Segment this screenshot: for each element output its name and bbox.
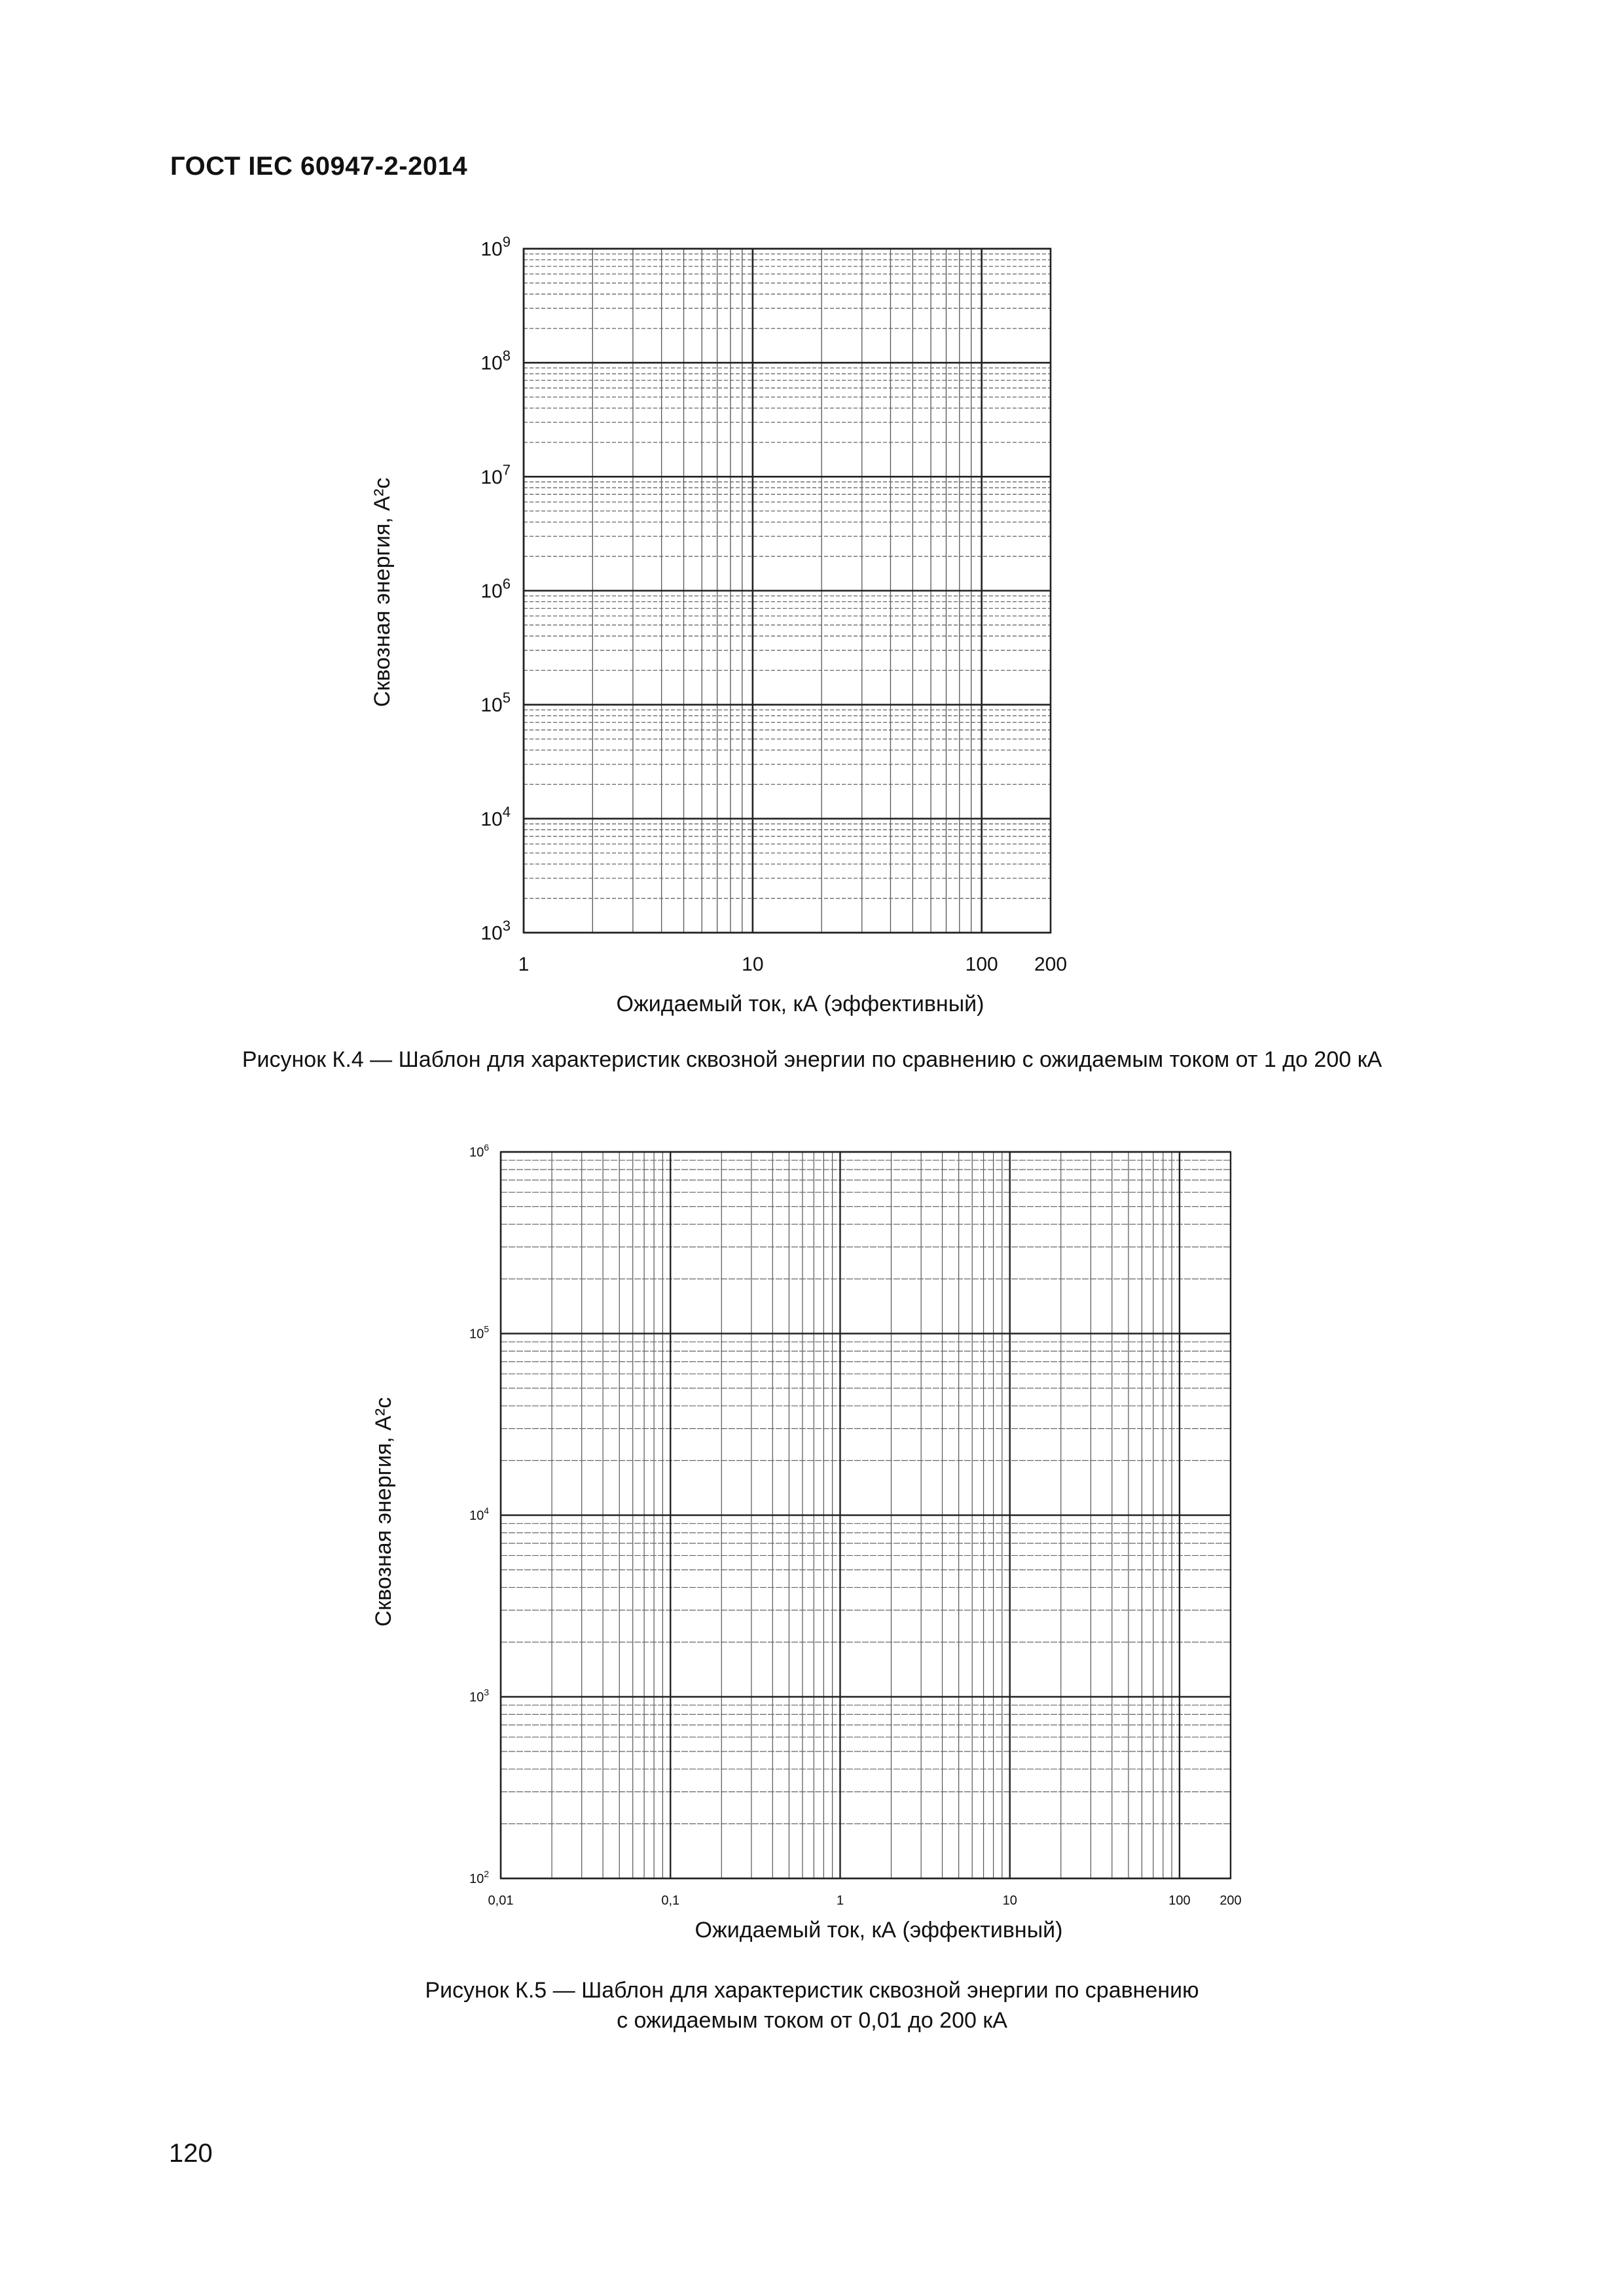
y-tick-base: 10 <box>469 1690 484 1705</box>
page-number: 120 <box>169 2139 213 2168</box>
y-tick-exponent: 5 <box>484 1323 489 1335</box>
figure-k4-caption <box>0 1045 1624 1075</box>
figure-k5-caption-line-1: Рисунок К.5 — Шаблон для характеристик сквозной энергии по сравнению <box>425 1978 1199 2003</box>
y-tick-exponent: 4 <box>484 1505 489 1516</box>
y-tick-label <box>480 234 511 260</box>
y-tick-base: 10 <box>469 1327 484 1342</box>
y-tick-label <box>480 804 511 831</box>
y-tick-label <box>480 690 511 717</box>
y-tick-base: 10 <box>480 694 503 717</box>
y-tick-base: 10 <box>469 1509 484 1523</box>
y-tick-base: 10 <box>480 922 503 944</box>
x-tick-label: 0,1 <box>661 1893 680 1908</box>
y-tick-base: 10 <box>480 238 503 260</box>
y-tick-exponent: 3 <box>502 918 511 934</box>
figure-k5-caption-line-2: с ожидаемым током от 0,01 до 200 кА <box>617 2008 1007 2033</box>
y-tick-exponent: 2 <box>484 1869 489 1879</box>
x-tick-label: 200 <box>1034 954 1068 975</box>
document-header: ГОСТ IEC 60947-2-2014 <box>170 152 468 181</box>
x-axis-label: Ожидаемый ток, кА (эффективный) <box>695 1918 1063 1943</box>
y-minor-grid <box>501 1160 1231 1824</box>
x-tick-label: 100 <box>965 954 998 975</box>
y-tick-exponent: 7 <box>502 461 511 478</box>
y-axis-label: Сквозная энергия, A²c <box>370 477 395 708</box>
chart-2 <box>371 1142 1242 1943</box>
x-tick-label: 100 <box>1168 1893 1191 1908</box>
y-tick-exponent: 6 <box>502 575 511 592</box>
figure-k4-caption-line: Рисунок К.4 — Шаблон для характеристик сквозной энергии по сравнению с ожидаемым током от 1 до 200 кА <box>242 1047 1382 1072</box>
y-tick-label <box>469 1142 489 1160</box>
x-tick-label: 10 <box>742 954 764 975</box>
y-tick-label <box>480 348 511 374</box>
y-tick-base: 10 <box>480 808 503 831</box>
y-tick-label <box>480 461 511 488</box>
y-tick-base: 10 <box>469 1872 484 1886</box>
y-tick-base: 10 <box>469 1145 484 1160</box>
y-tick-exponent: 4 <box>502 803 511 820</box>
y-tick-exponent: 6 <box>484 1142 489 1153</box>
x-tick-label: 1 <box>518 954 530 975</box>
y-tick-exponent: 9 <box>502 234 511 250</box>
y-tick-label <box>480 576 511 603</box>
x-axis-label: Ожидаемый ток, кА (эффективный) <box>616 992 984 1016</box>
y-tick-exponent: 8 <box>502 348 511 365</box>
y-tick-label <box>469 1324 489 1342</box>
y-tick-base: 10 <box>480 581 503 602</box>
x-tick-label: 10 <box>1002 1893 1017 1908</box>
y-tick-base: 10 <box>480 352 503 374</box>
y-tick-exponent: 3 <box>484 1687 489 1698</box>
y-tick-label <box>480 918 511 944</box>
x-tick-label: 0,01 <box>488 1893 514 1908</box>
x-tick-label: 1 <box>836 1893 844 1908</box>
figure-k5-caption <box>0 1975 1624 2036</box>
x-tick-label: 200 <box>1219 1893 1242 1908</box>
y-axis-label: Сквозная энергия, A²c <box>371 1397 396 1627</box>
y-tick-base: 10 <box>480 466 503 488</box>
y-tick-label <box>469 1869 489 1886</box>
chart-1 <box>370 234 1067 1016</box>
y-tick-label <box>469 1505 489 1523</box>
y-tick-label <box>469 1687 489 1705</box>
y-tick-exponent: 5 <box>502 689 511 706</box>
